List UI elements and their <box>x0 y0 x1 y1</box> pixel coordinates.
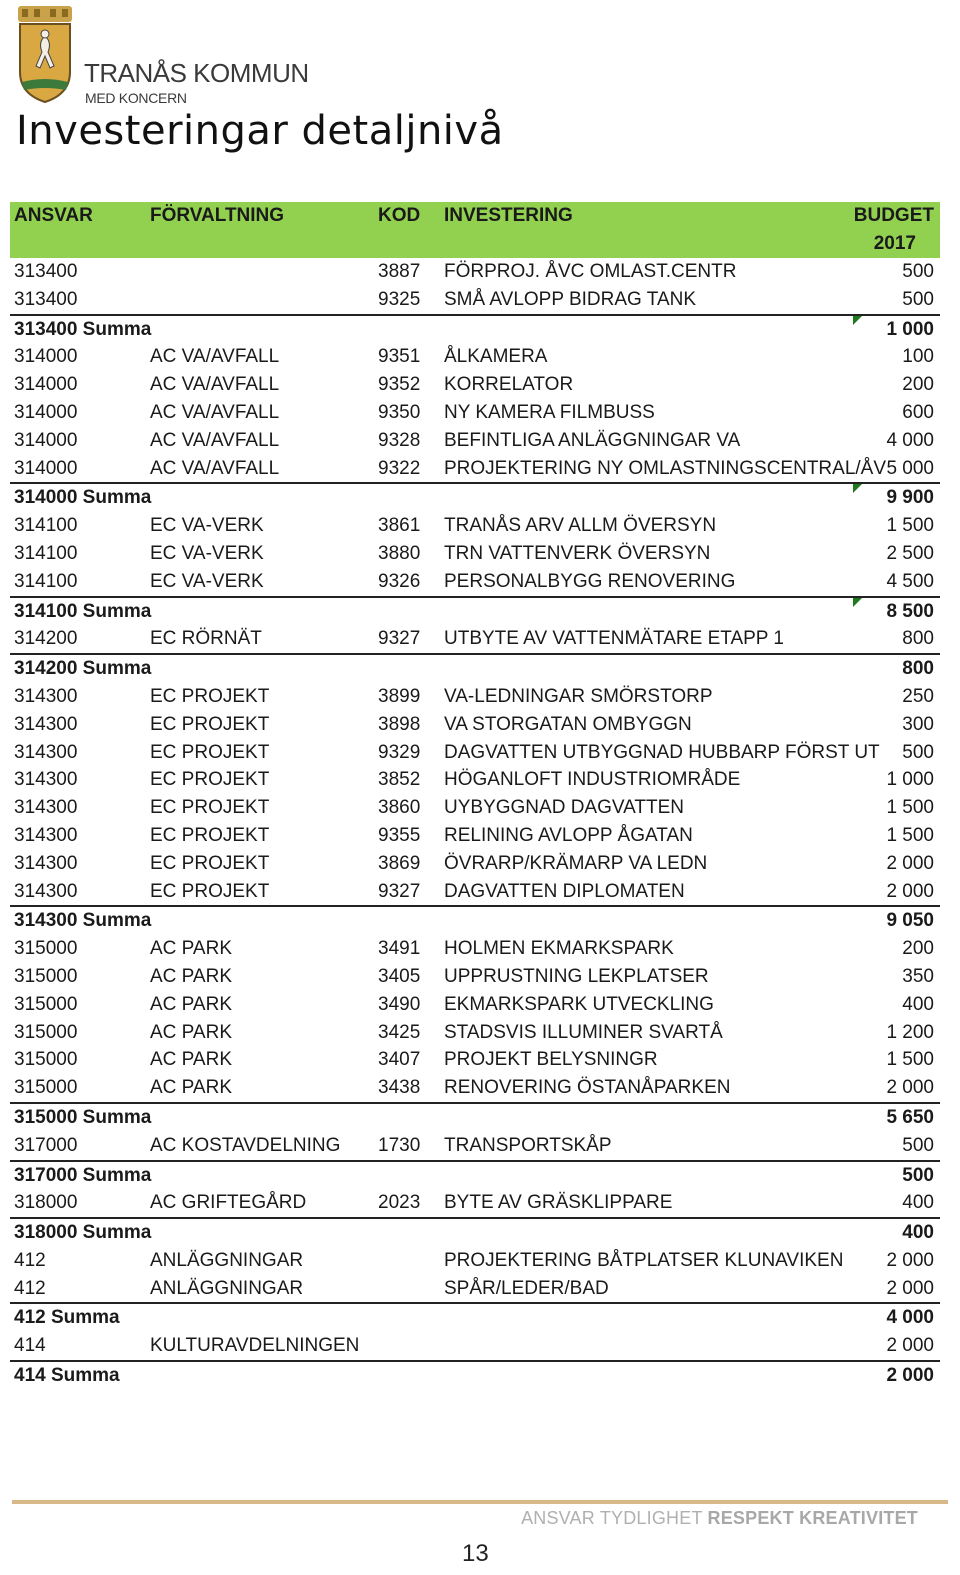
cell-budget: 1 500 <box>886 1049 934 1071</box>
cell-ansvar: 414 <box>14 1335 46 1357</box>
cell-forvaltning: AC VA/AVFALL <box>150 429 280 451</box>
table-row <box>10 568 940 596</box>
cell-investering: ÅLKAMERA <box>444 346 548 368</box>
comment-marker-icon <box>853 316 862 325</box>
cell-forvaltning: EC PROJEKT <box>150 769 270 791</box>
table-row <box>10 963 940 991</box>
cell-investering: KORRELATOR <box>444 374 574 396</box>
cell-ansvar: 314100 <box>14 515 78 537</box>
table-row <box>10 935 940 963</box>
cell-investering: RENOVERING ÖSTANÅPARKEN <box>444 1077 731 1099</box>
cell-budget: 100 <box>902 346 934 368</box>
table-row <box>10 991 940 1019</box>
cell-kod: 9328 <box>378 429 421 451</box>
cell-kod: 1730 <box>378 1134 421 1156</box>
page-number: 13 <box>462 1540 489 1567</box>
cell-investering: VA-LEDNINGAR SMÖRSTORP <box>444 685 713 707</box>
cell-forvaltning: EC VA-VERK <box>150 515 264 537</box>
cell-investering: DAGVATTEN UTBYGGNAD HUBBARP FÖRST UT <box>444 741 880 763</box>
table-row <box>10 878 940 906</box>
cell-ansvar: 414 Summa <box>14 1365 120 1387</box>
table-row <box>10 711 940 739</box>
cell-forvaltning: AC PARK <box>150 1021 233 1043</box>
summary-row <box>10 1160 940 1190</box>
table-row <box>10 399 940 427</box>
cell-ansvar: 314200 Summa <box>14 658 152 680</box>
cell-investering: DAGVATTEN DIPLOMATEN <box>444 880 685 902</box>
summary-row <box>10 1360 940 1390</box>
cell-investering: SPÅR/LEDER/BAD <box>444 1277 609 1299</box>
cell-ansvar: 314100 <box>14 542 78 564</box>
cell-budget: 600 <box>902 401 934 423</box>
summary-row <box>10 482 940 512</box>
cell-forvaltning: EC VA-VERK <box>150 570 264 592</box>
cell-ansvar: 317000 <box>14 1134 78 1156</box>
table-row <box>10 427 940 455</box>
cell-ansvar: 315000 <box>14 1021 78 1043</box>
cell-kod: 9327 <box>378 880 421 902</box>
cell-ansvar: 315000 <box>14 1077 78 1099</box>
cell-ansvar: 314300 <box>14 852 78 874</box>
cell-ansvar: 314300 <box>14 797 78 819</box>
cell-investering: UPPRUSTNING LEKPLATSER <box>444 965 709 987</box>
col-ansvar: ANSVAR <box>14 205 93 226</box>
cell-budget: 4 000 <box>886 1307 934 1329</box>
cell-ansvar: 412 <box>14 1277 46 1299</box>
cell-forvaltning: EC PROJEKT <box>150 797 270 819</box>
cell-forvaltning: EC PROJEKT <box>150 852 270 874</box>
table-row <box>10 766 940 794</box>
cell-budget: 1 000 <box>886 318 934 340</box>
cell-ansvar: 314000 <box>14 401 78 423</box>
summary-row <box>10 653 940 683</box>
cell-kod: 3899 <box>378 685 421 707</box>
cell-budget: 9 050 <box>886 910 934 932</box>
cell-kod: 3407 <box>378 1049 421 1071</box>
cell-kod: 3880 <box>378 542 421 564</box>
cell-investering: BYTE AV GRÄSKLIPPARE <box>444 1192 673 1214</box>
table-row <box>10 540 940 568</box>
cell-kod: 3438 <box>378 1077 421 1099</box>
cell-investering: TRANSPORTSKÅP <box>444 1134 612 1156</box>
cell-budget: 5 650 <box>886 1106 934 1128</box>
table-row <box>10 683 940 711</box>
summary-row <box>10 905 940 935</box>
cell-budget: 400 <box>902 1192 934 1214</box>
summary-row <box>10 314 940 344</box>
col-budget: BUDGET <box>853 205 934 226</box>
col-investering: INVESTERING <box>444 205 573 226</box>
col-forvaltning: FÖRVALTNING <box>150 205 285 226</box>
cell-kod: 3490 <box>378 993 421 1015</box>
cell-kod: 3869 <box>378 852 421 874</box>
col-kod: KOD <box>378 205 421 226</box>
cell-forvaltning: AC PARK <box>150 965 233 987</box>
table-row <box>10 286 940 314</box>
cell-ansvar: 313400 <box>14 261 78 282</box>
cell-ansvar: 317000 Summa <box>14 1164 152 1186</box>
cell-forvaltning: AC PARK <box>150 1049 233 1071</box>
footer-divider <box>12 1500 948 1504</box>
cell-investering: BEFINTLIGA ANLÄGGNINGAR VA <box>444 429 741 451</box>
cell-budget: 2 000 <box>886 1077 934 1099</box>
cell-kod: 9355 <box>378 824 421 846</box>
cell-investering: PROJEKTERING NY OMLASTNINGSCENTRAL/ÅV <box>444 457 887 479</box>
cell-investering: RELINING AVLOPP ÅGATAN <box>444 824 693 846</box>
cell-budget: 250 <box>902 685 934 707</box>
cell-forvaltning: AC KOSTAVDELNING <box>150 1134 341 1156</box>
cell-ansvar: 314300 <box>14 769 78 791</box>
cell-budget: 800 <box>902 658 934 680</box>
cell-kod: 3861 <box>378 515 421 537</box>
cell-budget: 9 900 <box>886 487 934 509</box>
cell-investering: HOLMEN EKMARKSPARK <box>444 938 674 960</box>
table-row <box>10 739 940 767</box>
cell-budget: 500 <box>902 741 934 763</box>
cell-investering: TRANÅS ARV ALLM ÖVERSYN <box>444 515 717 537</box>
cell-forvaltning: AC PARK <box>150 938 233 960</box>
cell-investering: PROJEKT BELYSNINGR <box>444 1049 658 1071</box>
col-budget-year: 2017 <box>873 233 916 254</box>
cell-ansvar: 314100 Summa <box>14 600 152 622</box>
cell-investering: TRN VATTENVERK ÖVERSYN <box>444 542 711 564</box>
cell-forvaltning: AC VA/AVFALL <box>150 401 280 423</box>
slogan-bold: RESPEKT KREATIVITET <box>707 1508 918 1528</box>
cell-forvaltning: ANLÄGGNINGAR <box>150 1249 304 1271</box>
cell-ansvar: 313400 Summa <box>14 318 152 340</box>
table-row <box>10 1132 940 1160</box>
cell-investering: UTBYTE AV VATTENMÄTARE ETAPP 1 <box>444 628 784 650</box>
cell-forvaltning: AC VA/AVFALL <box>150 346 280 368</box>
slogan-light: ANSVAR TYDLIGHET <box>521 1508 703 1528</box>
cell-investering: PROJEKTERING BÅTPLATSER KLUNAVIKEN <box>444 1249 844 1271</box>
cell-budget: 200 <box>902 938 934 960</box>
cell-ansvar: 318000 Summa <box>14 1222 152 1244</box>
coat-of-arms-icon <box>12 6 78 104</box>
cell-ansvar: 314300 <box>14 880 78 902</box>
cell-ansvar: 314000 <box>14 457 78 479</box>
cell-budget: 400 <box>902 993 934 1015</box>
comment-marker-icon <box>853 484 862 493</box>
cell-investering: ÖVRARP/KRÄMARP VA LEDN <box>444 852 708 874</box>
page-title: Investeringar detaljnivå <box>16 108 504 154</box>
cell-ansvar: 314300 Summa <box>14 910 152 932</box>
cell-kod: 9329 <box>378 741 421 763</box>
cell-forvaltning: EC PROJEKT <box>150 741 270 763</box>
cell-kod: 9352 <box>378 374 421 396</box>
cell-ansvar: 315000 Summa <box>14 1106 152 1128</box>
table-row <box>10 455 940 483</box>
summary-row <box>10 1302 940 1332</box>
cell-ansvar: 314300 <box>14 713 78 735</box>
cell-budget: 400 <box>902 1222 934 1244</box>
cell-forvaltning: EC RÖRNÄT <box>150 628 262 650</box>
cell-budget: 2 000 <box>886 880 934 902</box>
cell-kod: 9322 <box>378 457 421 479</box>
cell-investering: NY KAMERA FILMBUSS <box>444 401 655 423</box>
cell-ansvar: 412 <box>14 1249 46 1271</box>
cell-investering: VA STORGATAN OMBYGGN <box>444 713 692 735</box>
table-row <box>10 625 940 653</box>
cell-investering: UYBYGGNAD DAGVATTEN <box>444 797 684 819</box>
cell-ansvar: 314200 <box>14 628 78 650</box>
cell-ansvar: 318000 <box>14 1192 78 1214</box>
cell-forvaltning: EC VA-VERK <box>150 542 264 564</box>
org-subtitle: MED KONCERN <box>85 90 187 106</box>
table-body <box>10 258 940 1390</box>
cell-kod: 9326 <box>378 570 421 592</box>
cell-kod: 3860 <box>378 797 421 819</box>
cell-budget: 800 <box>902 628 934 650</box>
investment-table <box>10 202 940 1390</box>
cell-ansvar: 315000 <box>14 965 78 987</box>
cell-ansvar: 314000 Summa <box>14 487 152 509</box>
cell-budget: 500 <box>902 288 934 310</box>
cell-budget: 1 500 <box>886 515 934 537</box>
table-row <box>10 794 940 822</box>
cell-ansvar: 313400 <box>14 288 78 310</box>
table-header <box>10 202 940 258</box>
table-row <box>10 1019 940 1047</box>
cell-kod: 3898 <box>378 713 421 735</box>
cell-ansvar: 314000 <box>14 429 78 451</box>
cell-kod: 3405 <box>378 965 421 987</box>
cell-budget: 1 500 <box>886 824 934 846</box>
cell-forvaltning: KULTURAVDELNINGEN <box>150 1335 360 1357</box>
cell-forvaltning: AC VA/AVFALL <box>150 457 280 479</box>
cell-kod: 2023 <box>378 1192 421 1214</box>
cell-forvaltning: EC PROJEKT <box>150 880 270 902</box>
table-row <box>10 822 940 850</box>
table-row <box>10 1247 940 1275</box>
table-row <box>10 371 940 399</box>
cell-ansvar: 314000 <box>14 374 78 396</box>
table-row <box>10 1046 940 1074</box>
table-row <box>10 258 940 286</box>
cell-forvaltning: AC PARK <box>150 993 233 1015</box>
cell-budget: 8 500 <box>886 600 934 622</box>
cell-budget: 4 500 <box>886 570 934 592</box>
cell-ansvar: 315000 <box>14 938 78 960</box>
cell-ansvar: 412 Summa <box>14 1307 120 1329</box>
cell-budget: 500 <box>902 1164 934 1186</box>
cell-kod: 9350 <box>378 401 421 423</box>
cell-investering: HÖGANLOFT INDUSTRIOMRÅDE <box>444 769 741 791</box>
table-row <box>10 1074 940 1102</box>
cell-ansvar: 314300 <box>14 824 78 846</box>
cell-budget: 200 <box>902 374 934 396</box>
cell-ansvar: 315000 <box>14 993 78 1015</box>
cell-forvaltning: AC GRIFTEGÅRD <box>150 1192 307 1214</box>
summary-row <box>10 1102 940 1132</box>
cell-investering: SMÅ AVLOPP BIDRAG TANK <box>444 288 697 310</box>
cell-ansvar: 314300 <box>14 685 78 707</box>
cell-budget: 1 500 <box>886 797 934 819</box>
summary-row <box>10 1217 940 1247</box>
cell-ansvar: 314300 <box>14 741 78 763</box>
cell-budget: 300 <box>902 713 934 735</box>
cell-kod: 3887 <box>378 261 421 282</box>
cell-budget: 2 000 <box>886 1335 934 1357</box>
cell-forvaltning: EC PROJEKT <box>150 824 270 846</box>
cell-kod: 9325 <box>378 288 421 310</box>
summary-row <box>10 596 940 626</box>
org-name: TRANÅS KOMMUN <box>84 58 309 88</box>
cell-investering: PERSONALBYGG RENOVERING <box>444 570 736 592</box>
cell-kod: 9327 <box>378 628 421 650</box>
table-row <box>10 1332 940 1360</box>
cell-ansvar: 315000 <box>14 1049 78 1071</box>
cell-budget: 4 000 <box>886 429 934 451</box>
footer-slogan <box>521 1508 918 1529</box>
cell-budget: 2 000 <box>886 1277 934 1299</box>
cell-budget: 5 000 <box>886 457 934 479</box>
table-row <box>10 1189 940 1217</box>
cell-budget: 2 000 <box>886 1249 934 1271</box>
cell-budget: 1 000 <box>886 769 934 791</box>
cell-forvaltning: EC PROJEKT <box>150 713 270 735</box>
cell-ansvar: 314000 <box>14 346 78 368</box>
cell-budget: 2 000 <box>886 852 934 874</box>
cell-budget: 2 500 <box>886 542 934 564</box>
table-row <box>10 850 940 878</box>
cell-kod: 3491 <box>378 938 421 960</box>
cell-forvaltning: AC VA/AVFALL <box>150 374 280 396</box>
cell-investering: FÖRPROJ. ÅVC OMLAST.CENTR <box>444 261 737 282</box>
cell-forvaltning: EC PROJEKT <box>150 685 270 707</box>
cell-budget: 2 000 <box>886 1365 934 1387</box>
cell-forvaltning: ANLÄGGNINGAR <box>150 1277 304 1299</box>
cell-kod: 3852 <box>378 769 421 791</box>
cell-kod: 9351 <box>378 346 421 368</box>
logo <box>12 6 342 106</box>
cell-ansvar: 314100 <box>14 570 78 592</box>
cell-investering: STADSVIS ILLUMINER SVARTÅ <box>444 1021 723 1043</box>
table-row <box>10 1275 940 1303</box>
table-row <box>10 512 940 540</box>
table-row <box>10 343 940 371</box>
cell-budget: 1 200 <box>886 1021 934 1043</box>
cell-investering: EKMARKSPARK UTVECKLING <box>444 993 714 1015</box>
comment-marker-icon <box>853 598 862 607</box>
cell-budget: 350 <box>902 965 934 987</box>
cell-budget: 500 <box>902 261 934 282</box>
cell-budget: 500 <box>902 1134 934 1156</box>
cell-forvaltning: AC PARK <box>150 1077 233 1099</box>
cell-kod: 3425 <box>378 1021 421 1043</box>
